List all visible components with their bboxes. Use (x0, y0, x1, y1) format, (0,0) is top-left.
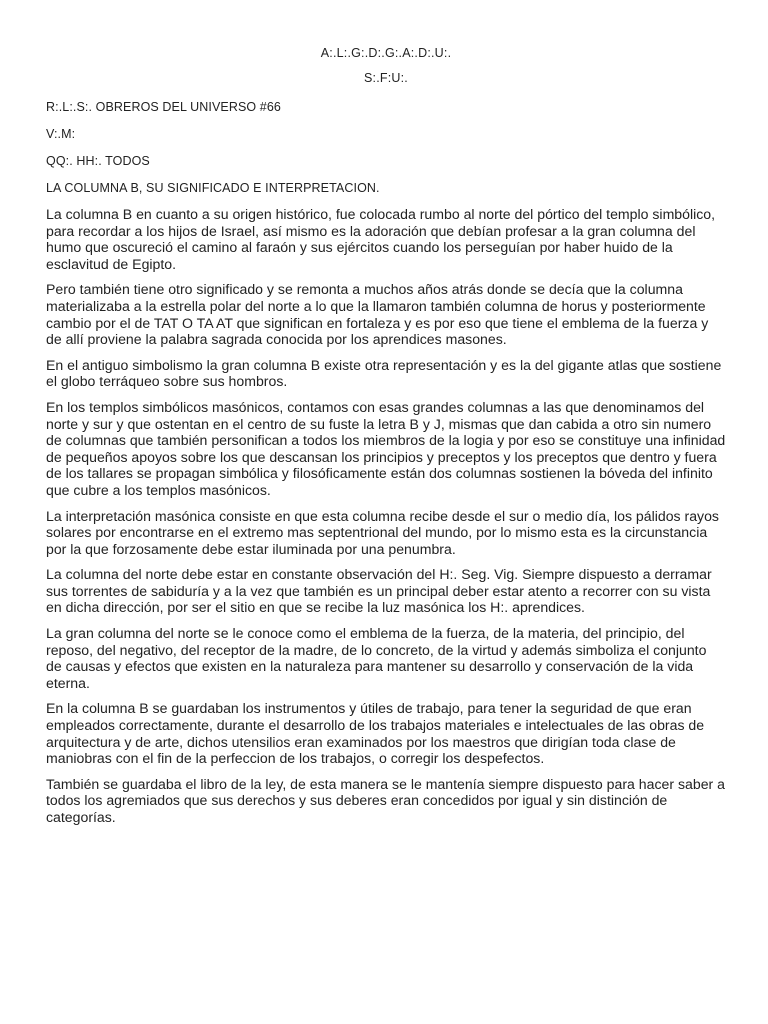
venerable-master: V:.M: (46, 127, 76, 141)
heading-invocation: A:.L:.G:.D:.G:.A:.D:.U:. (320, 46, 452, 60)
paragraph: La columna del norte debe estar en constante observación del H:. Seg. Vig. Siempre dispuesto a derramar sus torrentes de sabiduría y a la vez que también es un principal deber estar atento a recorrer con su vista en dicha dirección, por ser el sitio en que se recibe la luz masónica los H:. aprendices. (46, 566, 712, 616)
paragraph: La interpretación masónica consiste en que esta columna recibe desde el sur o medio día, los pálidos rayos solares por encontrarse en el extremo mas septentrional del mundo, por lo mismo esta es la circunstancia por la que forzosamente debe estar iluminada por una penumbra. (46, 507, 719, 557)
addressed-brothers: QQ:. HH:. TODOS (46, 154, 150, 168)
paragraph: La gran columna del norte se le conoce como el emblema de la fuerza, de la materia, del principio, del reposo, del negativo, del receptor de la madre, de lo concreto, de la virtud y además simboliza el conjunto de causas y efectos que existen en la naturaleza para mantener su desarrollo y conservación de la vida eterna. (46, 625, 707, 691)
lodge-name: R:.L:.S:. OBREROS DEL UNIVERSO #66 (46, 100, 281, 114)
paragraph: También se guardaba el libro de la ley, de esta manera se le mantenía siempre dispuesto para hacer saber a todos los agremiados que sus derechos y sus deberes eran concedidos por igual y sin distinción de categorías. (46, 775, 725, 825)
paragraph: La columna B en cuanto a su origen histórico, fue colocada rumbo al norte del pórtico del templo simbólico, para recordar a los hijos de Israel, así mismo es la adoración que debían profesar a la gran columna del humo que oscureció el camino al faraón y sus ejércitos cuando los perseguían por haber huido de la esclavitud de Egipto. (46, 206, 716, 272)
paragraph: En la columna B se guardaban los instrumentos y útiles de trabajo, para tener la seguridad de que eran empleados correctamente, durante el desarrollo de los trabajos materiales e intelectuales de las obras de arquitectura y de arte, dichos utensilios eran examinados por los maestros que dirigían toda clase de maniobras con el fin de la perfeccion de los trabajos, o corregir los despefectos. (46, 700, 705, 767)
heading-sfu: S:.F:U:. (364, 71, 408, 85)
paragraph: En los templos simbólicos masónicos, contamos con esas grandes columnas a las que denominamos del norte y sur y que ostentan en el centro de su fuste la letra B y J, mismas que dan cabida a otro sin numero de columnas que también personifican a todos los miembros de la logia y por eso se constituye una infinidad de pequeños apoyos sobre los que descansan los principios y preceptos y los preceptos que dentro y fuera de los tallares se propagan simbólica y filosóficamente están dos columnas sostienen la bóveda del infinito que cubre a los templos masónicos. (46, 398, 726, 498)
paragraph: Pero también tiene otro significado y se remonta a muchos años atrás donde se decía que la columna materializaba a la estrella polar del norte a lo que la llamaron también columna de horus y posteriormente cambio por el de TAT O TA AT que significan en fortaleza y es por eso que tiene el emblema de la fuerza y de allí proviene la palabra sagrada conocida por los aprendices masones. (46, 281, 709, 348)
paragraph: En el antiguo simbolismo la gran columna B existe otra representación y es la del gigante atlas que sostiene el globo terráqueo sobre sus hombros. (46, 356, 722, 390)
document-title: LA COLUMNA B, SU SIGNIFICADO E INTERPRETACION. (46, 181, 380, 195)
document-body (46, 45, 726, 835)
